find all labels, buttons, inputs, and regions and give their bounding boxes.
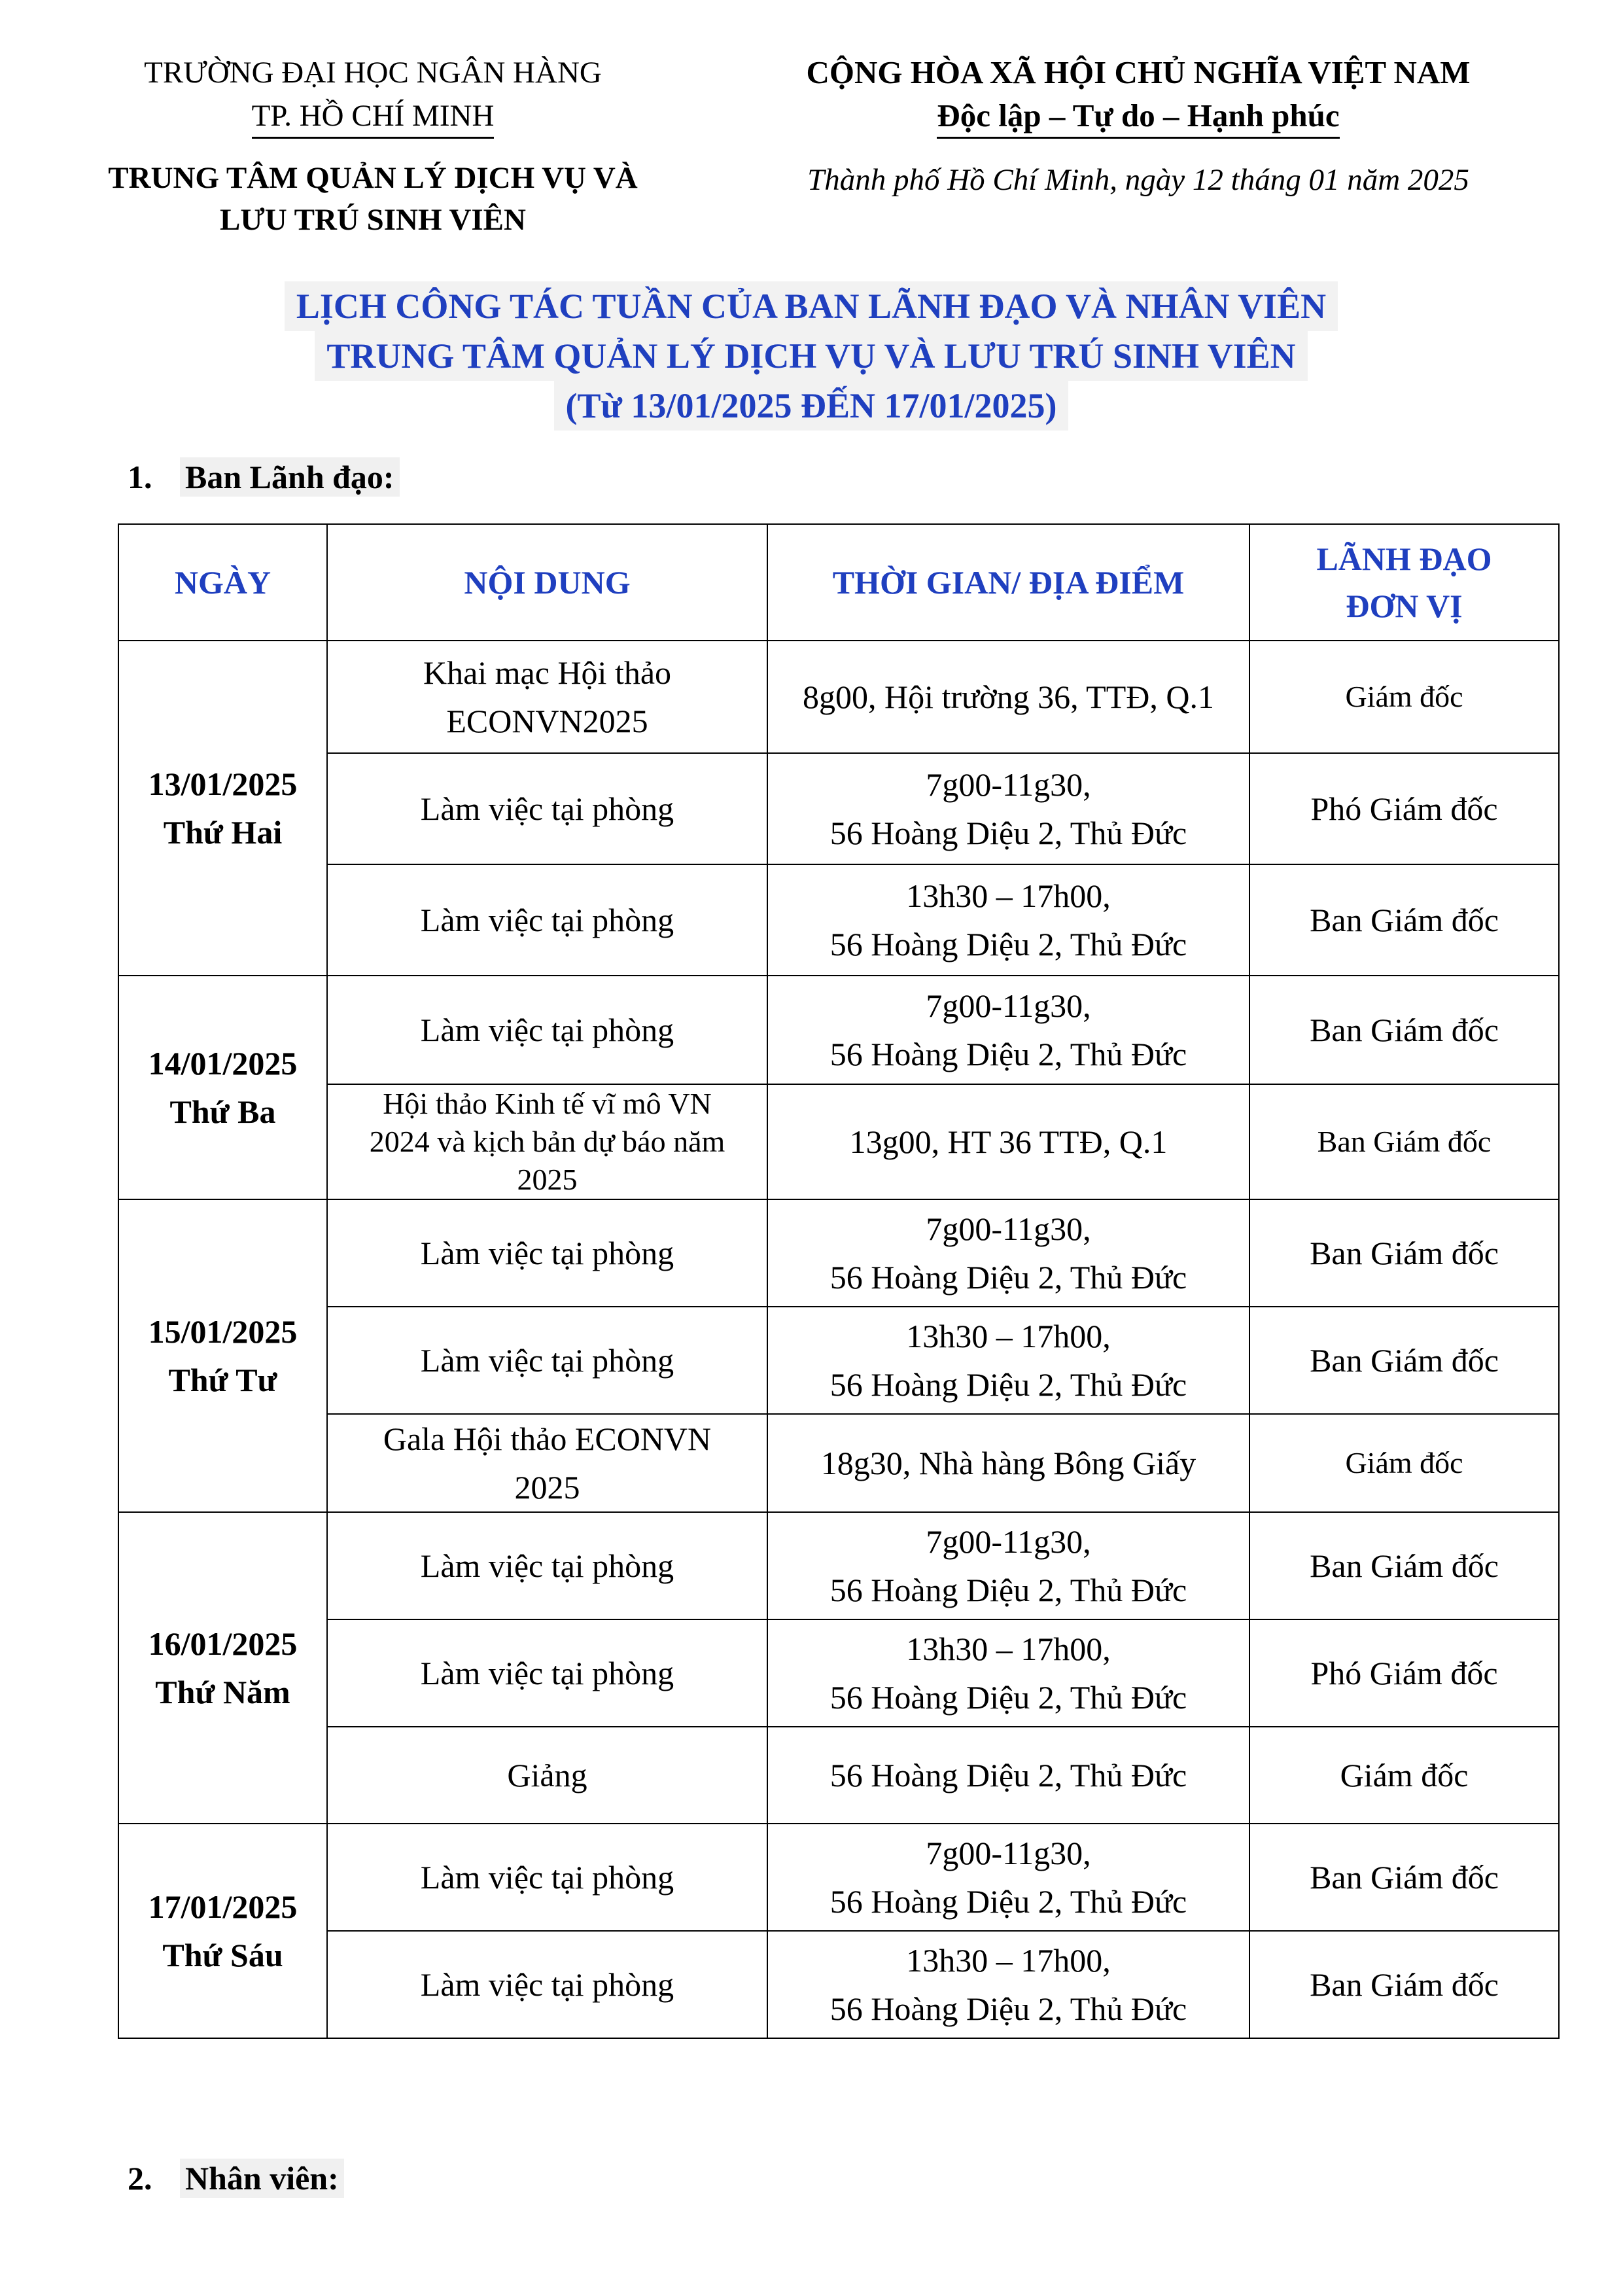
time-place-line: 13h30 – 17h00, [906,1631,1111,1667]
time-place-line: 13g00, HT 36 TTĐ, Q.1 [849,1123,1168,1160]
content-line: Làm việc tại phòng [420,1342,674,1379]
content-line: ECONVN2025 [446,703,648,739]
content-line: Làm việc tại phòng [420,1859,674,1896]
content-cell [327,753,767,864]
time-place-cell [767,864,1249,976]
time-place-cell [767,976,1249,1084]
time-place-line: 7g00-11g30, [926,766,1091,803]
content-cell [327,864,767,976]
time-place-cell [767,1307,1249,1414]
table-header-row [118,524,1559,641]
content-line: 2024 và kịch bản dự báo năm [369,1125,725,1158]
title-line3: (Từ 13/01/2025 ĐẾN 17/01/2025) [554,381,1069,431]
table-row [118,1727,1559,1824]
day-date: 15/01/2025 [148,1313,298,1350]
header-day: NGÀY [118,524,327,641]
national-motto: Độc lập – Tự do – Hạnh phúc [937,96,1339,139]
document-title [118,281,1505,431]
section-label: Nhân viên: [180,2159,344,2198]
content-line: Làm việc tại phòng [420,1547,674,1584]
day-cell [118,1199,327,1512]
time-place-line: 56 Hoàng Diệu 2, Thủ Đức [829,1572,1187,1608]
time-place-line: 7g00-11g30, [926,1210,1091,1247]
table-row [118,976,1559,1084]
document-dateline: Thành phố Hồ Chí Minh, ngày 12 tháng 01 năm 2025 [807,163,1469,197]
day-cell [118,976,327,1199]
section-heading-leadership [128,458,400,496]
day-cell [118,641,327,976]
institution-city: TP. HỒ CHÍ MINH [252,96,495,139]
day-date: 14/01/2025 [148,1045,298,1082]
leader-cell: Ban Giám đốc [1249,1199,1559,1307]
time-place-line: 56 Hoàng Diệu 2, Thủ Đức [829,815,1187,851]
time-place-line: 13h30 – 17h00, [906,877,1111,914]
time-place-line: 56 Hoàng Diệu 2, Thủ Đức [829,1883,1187,1920]
day-weekday: Thứ Sáu [162,1937,283,1973]
content-line: Làm việc tại phòng [420,902,674,938]
leader-cell: Ban Giám đốc [1249,864,1559,976]
day-weekday: Thứ Ba [169,1093,276,1130]
content-cell [327,1931,767,2038]
content-cell [327,1824,767,1931]
header-time-place: THỜI GIAN/ ĐỊA ĐIỂM [767,524,1249,641]
institution-name: TRƯỜNG ĐẠI HỌC NGÂN HÀNG [144,56,602,90]
day-date: 13/01/2025 [148,766,298,802]
content-cell [327,976,767,1084]
section-heading-staff [128,2159,344,2197]
table-row [118,1307,1559,1414]
time-place-line: 56 Hoàng Diệu 2, Thủ Đức [829,1259,1187,1296]
day-weekday: Thứ Năm [155,1674,290,1710]
content-cell [327,1414,767,1512]
header-leader-line2: ĐƠN VỊ [1346,588,1463,624]
time-place-line: 18g30, Nhà hàng Bông Giấy [820,1445,1196,1481]
leader-cell: Ban Giám đốc [1249,1084,1559,1199]
time-place-cell [767,1727,1249,1824]
nation-title: CỘNG HÒA XÃ HỘI CHỦ NGHĨA VIỆT NAM [806,54,1471,90]
time-place-cell [767,1199,1249,1307]
time-place-line: 13h30 – 17h00, [906,1942,1111,1979]
time-place-line: 56 Hoàng Diệu 2, Thủ Đức [829,1036,1187,1072]
time-place-cell [767,1824,1249,1931]
time-place-cell [767,753,1249,864]
section-number: 2. [128,2160,152,2197]
table-row [118,864,1559,976]
leader-cell: Giám đốc [1249,1414,1559,1512]
content-cell [327,1727,767,1824]
section-number: 1. [128,459,152,495]
content-line: Làm việc tại phòng [420,790,674,827]
content-cell [327,641,767,753]
time-place-cell [767,1084,1249,1199]
leader-cell: Ban Giám đốc [1249,1307,1559,1414]
title-line1: LỊCH CÔNG TÁC TUẦN CỦA BAN LÃNH ĐẠO VÀ NHÂN VIÊN [285,281,1338,331]
department-name-line2: LƯU TRÚ SINH VIÊN [220,203,526,237]
leadership-schedule-table [118,523,1560,2039]
header-content: NỘI DUNG [327,524,767,641]
content-cell [327,1084,767,1199]
day-cell [118,1512,327,1824]
table-row [118,1824,1559,1931]
time-place-line: 13h30 – 17h00, [906,1318,1111,1354]
time-place-line: 56 Hoàng Diệu 2, Thủ Đức [829,926,1187,963]
time-place-line: 56 Hoàng Diệu 2, Thủ Đức [829,1679,1187,1716]
national-header [713,51,1563,139]
time-place-cell [767,1414,1249,1512]
table-row [118,1199,1559,1307]
leader-cell: Giám đốc [1249,641,1559,753]
title-line2: TRUNG TÂM QUẢN LÝ DỊCH VỤ VÀ LƯU TRÚ SINH VIÊN [315,331,1307,381]
table-row [118,1619,1559,1727]
header-leader-line1: LÃNH ĐẠO [1316,540,1492,577]
time-place-cell [767,1512,1249,1619]
time-place-line: 56 Hoàng Diệu 2, Thủ Đức [829,1990,1187,2027]
table-row [118,1512,1559,1619]
content-cell [327,1512,767,1619]
header-leader [1249,524,1559,641]
table-row [118,1931,1559,2038]
content-cell [327,1199,767,1307]
content-line: Giảng [507,1757,587,1793]
table-row [118,641,1559,753]
time-place-line: 56 Hoàng Diệu 2, Thủ Đức [829,1757,1187,1793]
content-line: 2025 [514,1469,580,1506]
time-place-line: 7g00-11g30, [926,987,1091,1024]
institution-header [65,51,680,139]
day-date: 16/01/2025 [148,1625,298,1662]
time-place-line: 8g00, Hội trường 36, TTĐ, Q.1 [803,679,1214,715]
content-line: Làm việc tại phòng [420,1655,674,1691]
content-line: Hội thảo Kinh tế vĩ mô VN [383,1087,712,1120]
content-cell [327,1619,767,1727]
table-row [118,753,1559,864]
day-weekday: Thứ Hai [163,814,283,851]
time-place-line: 7g00-11g30, [926,1835,1091,1871]
content-cell [327,1307,767,1414]
department-name [65,157,680,241]
content-line: Gala Hội thảo ECONVN [383,1421,712,1457]
time-place-cell [767,1931,1249,2038]
leader-cell: Ban Giám đốc [1249,1824,1559,1931]
day-weekday: Thứ Tư [168,1362,277,1398]
time-place-cell [767,1619,1249,1727]
time-place-cell [767,641,1249,753]
leader-cell: Ban Giám đốc [1249,1931,1559,2038]
table-row [118,1084,1559,1199]
department-name-line1: TRUNG TÂM QUẢN LÝ DỊCH VỤ VÀ [108,161,638,195]
content-line: Khai mạc Hội thảo [423,654,672,691]
content-line: Làm việc tại phòng [420,1966,674,2003]
leader-cell: Phó Giám đốc [1249,753,1559,864]
content-line: Làm việc tại phòng [420,1235,674,1271]
day-date: 17/01/2025 [148,1888,298,1925]
day-cell [118,1824,327,2038]
content-line: 2025 [517,1163,578,1196]
table-row [118,1414,1559,1512]
leader-cell: Giám đốc [1249,1727,1559,1824]
time-place-line: 56 Hoàng Diệu 2, Thủ Đức [829,1366,1187,1403]
time-place-line: 7g00-11g30, [926,1523,1091,1560]
content-line: Làm việc tại phòng [420,1012,674,1048]
leader-cell: Ban Giám đốc [1249,1512,1559,1619]
section-label: Ban Lãnh đạo: [180,457,400,497]
leader-cell: Ban Giám đốc [1249,976,1559,1084]
leader-cell: Phó Giám đốc [1249,1619,1559,1727]
